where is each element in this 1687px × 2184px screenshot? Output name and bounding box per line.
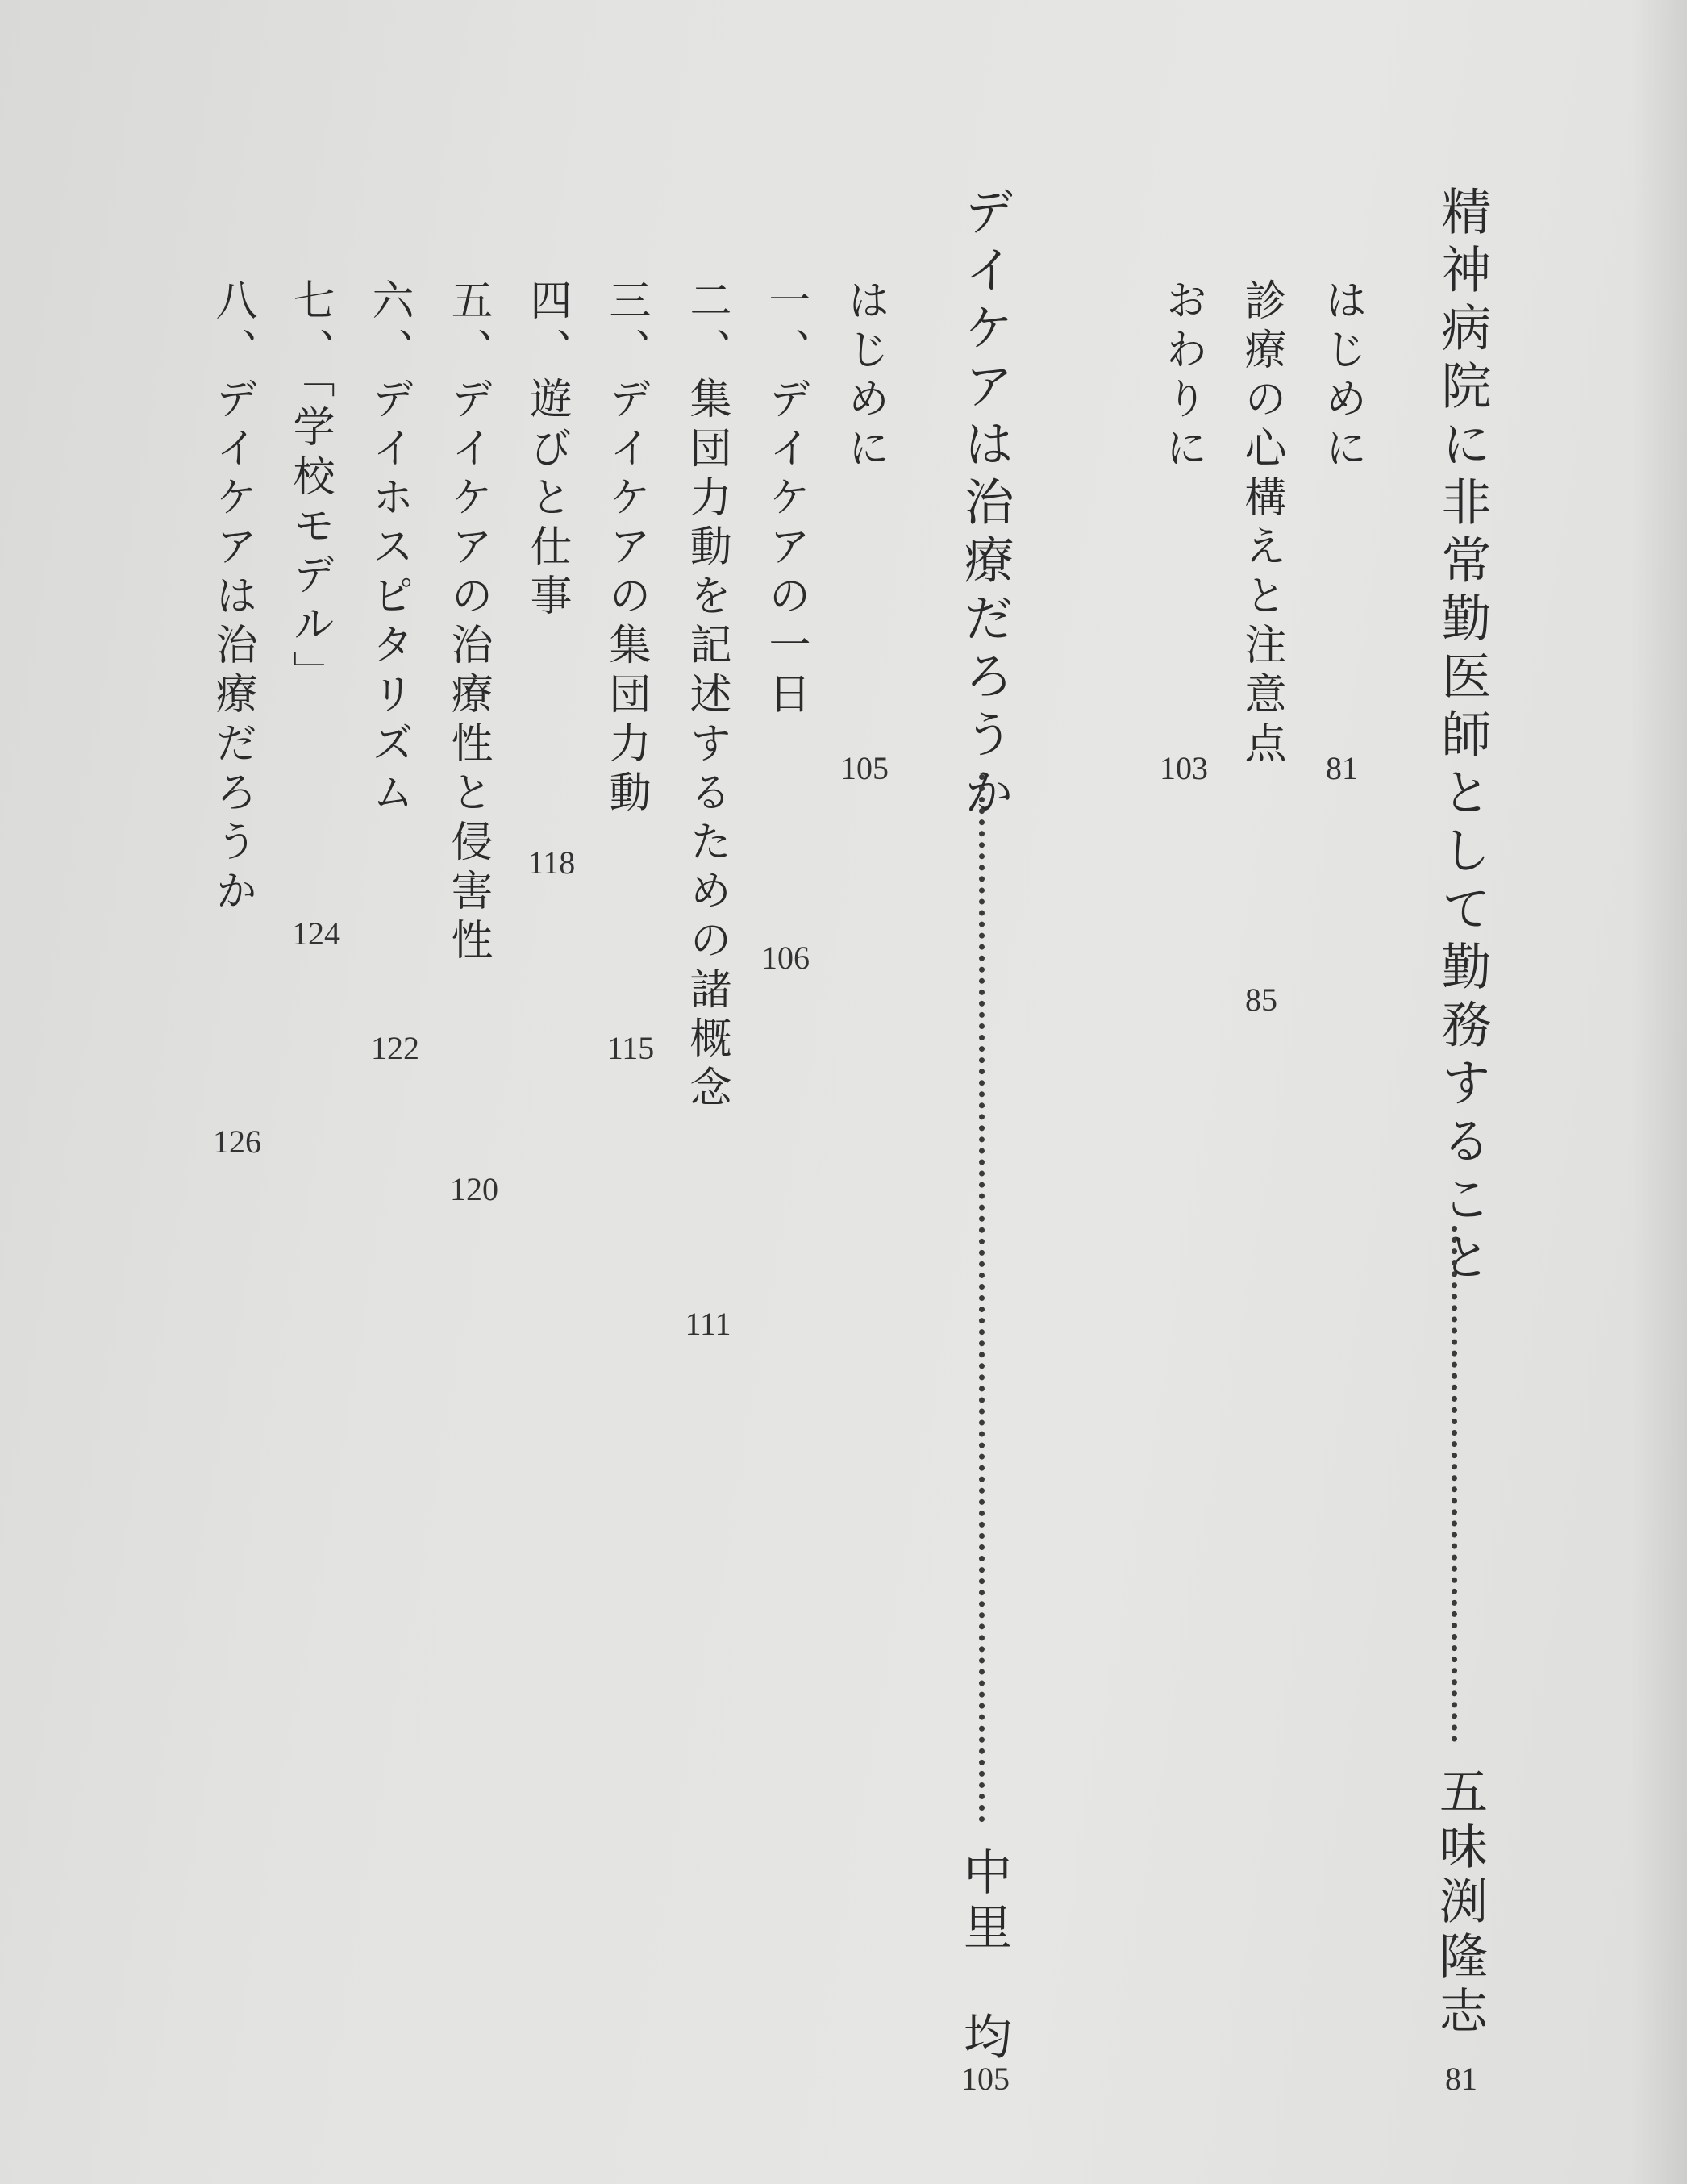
chapter-2-section-2-page: 106 <box>761 940 810 976</box>
chapter-2-section-2-label: 一、デイケアの一日 <box>761 278 810 721</box>
chapter-2-section-1-page: 105 <box>840 750 889 786</box>
book-gutter-shadow <box>1631 0 1687 2184</box>
chapter-1-section-2-label: 診療の心構えと注意点 <box>1237 278 1285 770</box>
chapter-1-author: 五味渕隆志 <box>1431 1766 1488 2040</box>
chapter-2-section-7-label: 六、デイホスピタリズム <box>364 278 413 819</box>
chapter-2-section-7-page: 122 <box>371 1030 419 1066</box>
chapter-2-author: 中里 均 <box>956 1847 1012 2066</box>
chapter-2-section-8-label: 七、「学校モデル」 <box>285 278 334 700</box>
chapter-2-section-9-page: 126 <box>213 1123 261 1160</box>
chapter-2-section-6-page: 120 <box>450 1171 498 1207</box>
chapter-2-section-3-label: 二、集団力動を記述するための諸概念 <box>682 278 731 1115</box>
chapter-1-section-1-page: 81 <box>1326 750 1358 786</box>
chapter-2-section-3-page: 111 <box>685 1306 731 1342</box>
chapter-1-page-number: 81 <box>1445 2061 1477 2097</box>
chapter-2-title: デイケアは治療だろうか <box>956 185 1014 824</box>
chapter-2-section-9-label: 八、デイケアは治療だろうか <box>208 278 256 918</box>
chapter-2-section-8-page: 124 <box>292 915 340 952</box>
chapter-2-section-4-page: 115 <box>606 1030 655 1066</box>
chapter-1-section-1-label: はじめに <box>1318 278 1366 475</box>
chapter-2-page-number: 105 <box>961 2061 1010 2097</box>
chapter-1-section-2-page: 85 <box>1245 982 1277 1018</box>
chapter-2-leader-dots <box>979 774 985 1823</box>
chapter-2-section-5-page: 118 <box>527 844 576 881</box>
chapter-2-section-5-label: 四、遊びと仕事 <box>523 278 571 623</box>
chapter-1-title: 精神病院に非常勤医師として勤務すること <box>1433 185 1492 1289</box>
chapter-2-section-1-label: はじめに <box>840 278 889 475</box>
chapter-1-section-3-label: おわりに <box>1158 278 1206 475</box>
chapter-1-section-3-page: 103 <box>1160 750 1208 786</box>
chapter-2-section-6-label: 五、デイケアの治療性と侵害性 <box>444 278 492 967</box>
chapter-2-section-4-label: 三、デイケアの集団力動 <box>602 278 650 819</box>
chapter-1-leader-dots <box>1452 1226 1457 1742</box>
